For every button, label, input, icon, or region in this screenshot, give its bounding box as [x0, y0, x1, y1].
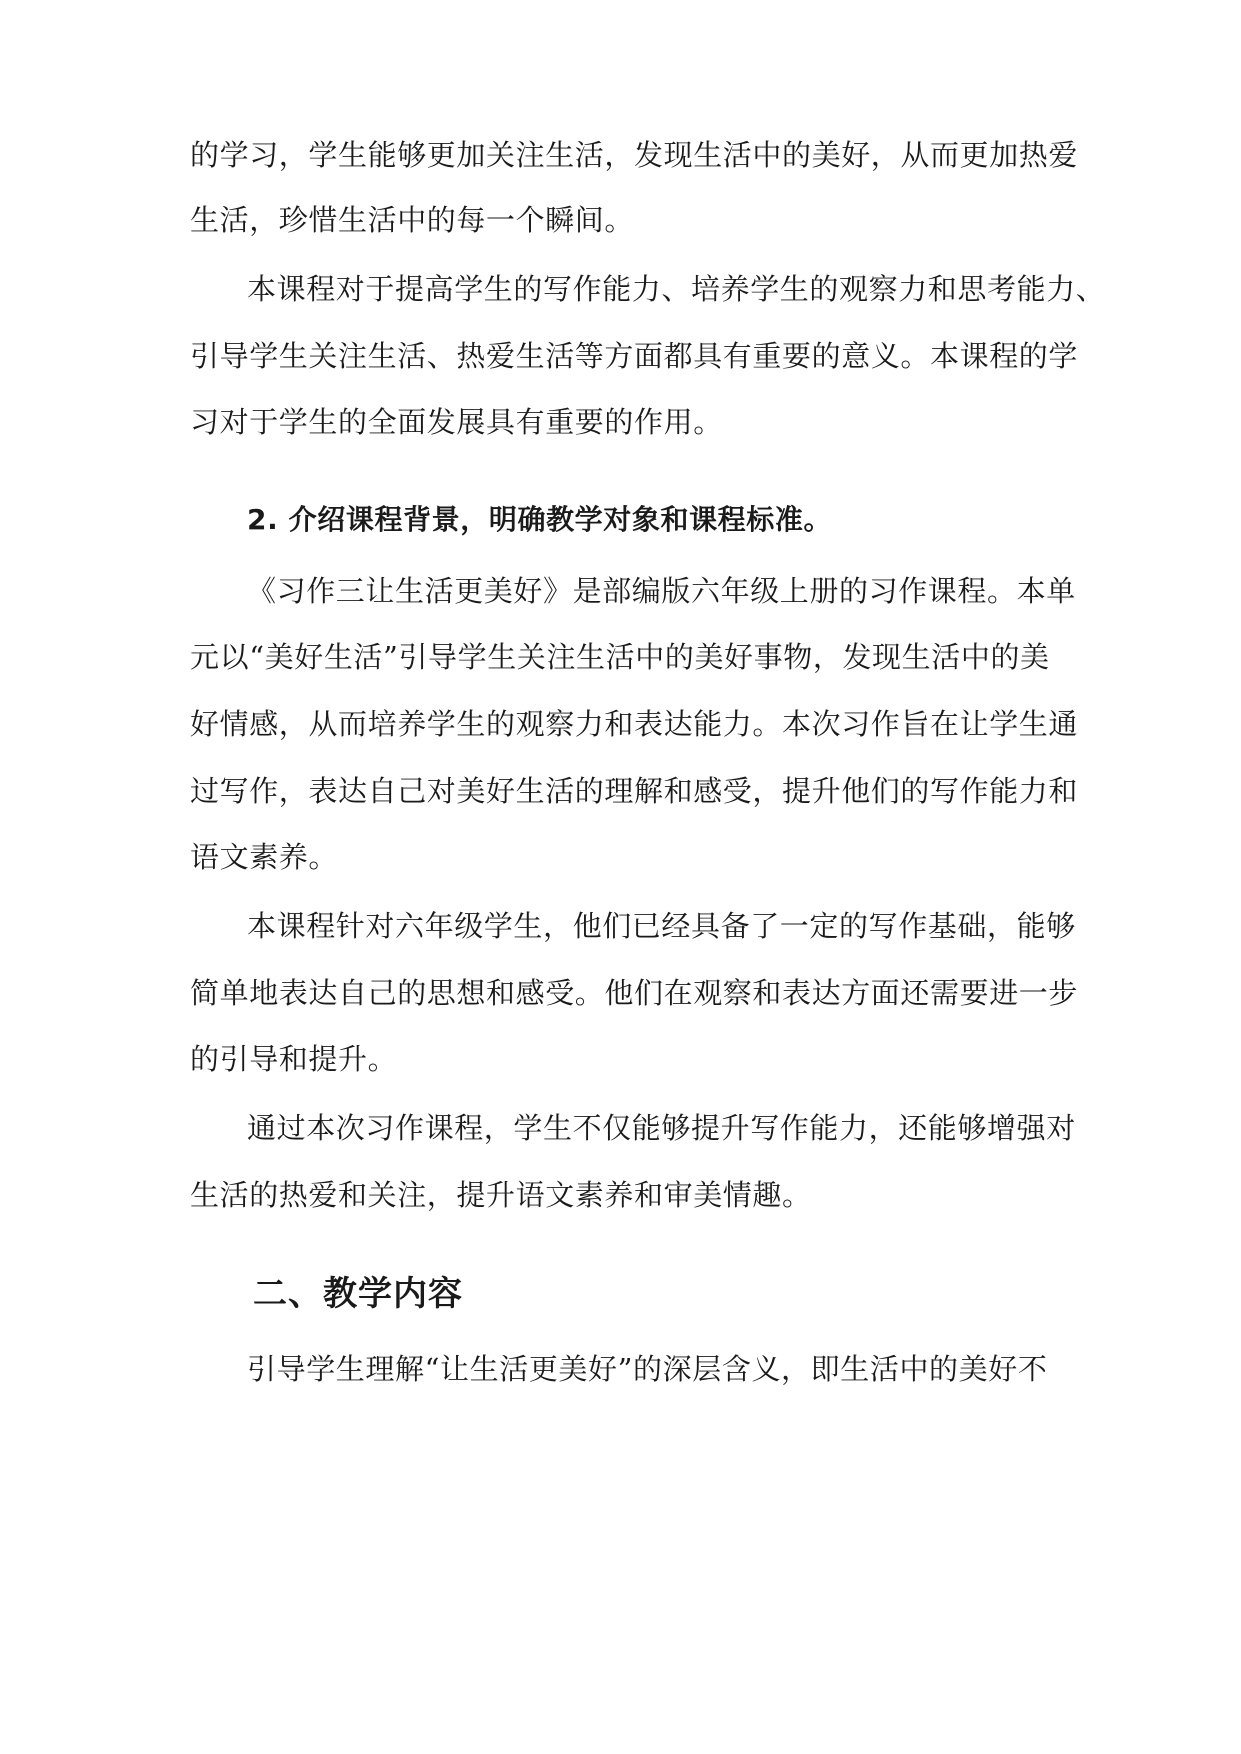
paragraph-line: 的学习，学生能够更加关注生活，发现生活中的美好，从而更加热爱 — [190, 138, 1079, 172]
paragraph-line: 的引导和提升。 — [190, 1042, 398, 1076]
paragraph-line: 习对于学生的全面发展具有重要的作用。 — [190, 405, 723, 439]
paragraph-line: 引导学生理解“让生活更美好”的深层含义，即生活中的美好不 — [247, 1352, 1048, 1386]
paragraph-line: 元以“美好生活”引导学生关注生活中的美好事物，发现生活中的美 — [190, 640, 1050, 674]
paragraph-line: 过写作，表达自己对美好生活的理解和感受，提升他们的写作能力和 — [190, 774, 1079, 808]
section-title: 二、教学内容 — [253, 1274, 463, 1314]
paragraph-line: 《习作三让生活更美好》是部编版六年级上册的习作课程。本单 — [247, 574, 1076, 608]
paragraph-line: 语文素养。 — [190, 840, 339, 874]
paragraph-line: 好情感，从而培养学生的观察力和表达能力。本次习作旨在让学生通 — [190, 707, 1079, 741]
paragraph-line: 简单地表达自己的思想和感受。他们在观察和表达方面还需要进一步 — [190, 976, 1079, 1010]
paragraph-line: 引导学生关注生活、热爱生活等方面都具有重要的意义。本课程的学 — [190, 339, 1079, 373]
subsection-heading: 2. 介绍课程背景，明确教学对象和课程标准。 — [247, 503, 833, 536]
paragraph-line: 本课程对于提高学生的写作能力、培养学生的观察力和思考能力、 — [247, 272, 1106, 306]
paragraph-line: 生活的热爱和关注，提升语文素养和审美情趣。 — [190, 1178, 812, 1212]
paragraph-line: 生活，珍惜生活中的每一个瞬间。 — [190, 203, 635, 237]
paragraph-line: 通过本次习作课程，学生不仅能够提升写作能力，还能够增强对 — [247, 1111, 1076, 1145]
paragraph-line: 本课程针对六年级学生，他们已经具备了一定的写作基础，能够 — [247, 909, 1076, 943]
